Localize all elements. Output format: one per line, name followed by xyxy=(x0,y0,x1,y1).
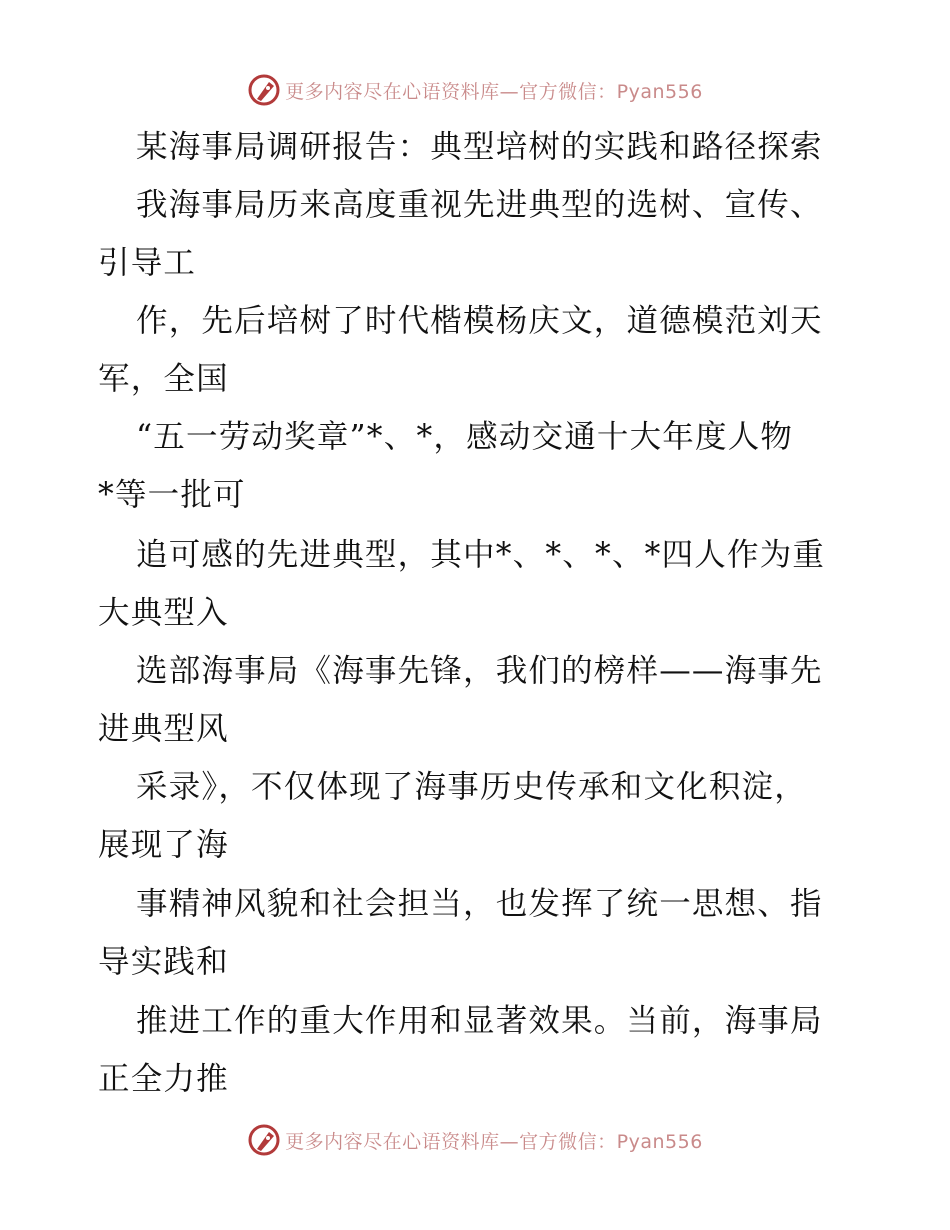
watermark-text: 更多内容尽在心语资料库—官方微信：Pyan556 xyxy=(285,80,703,103)
paragraph-line: 我海事局历来高度重视先进典型的选树、宣传、 xyxy=(136,187,823,223)
paragraph-line: 作，先后培树了时代楷模杨庆文，道德模范刘天 xyxy=(136,303,823,339)
footer-watermark xyxy=(0,1120,950,1160)
paragraph-line: 大典型入 xyxy=(98,595,229,631)
paragraph-line: 军，全国 xyxy=(98,361,229,397)
paragraph-line: 引导工 xyxy=(98,245,197,281)
paragraph-line: 追可感的先进典型，其中*、*、*、*四人作为重 xyxy=(136,537,826,573)
paragraph-line: 推进工作的重大作用和显著效果。当前，海事局 xyxy=(136,1003,823,1039)
paragraph-line: 事精神风貌和社会担当，也发挥了统一思想、指 xyxy=(136,886,823,922)
paragraph-line: 展现了海 xyxy=(98,827,229,863)
paragraph-line: 采录》，不仅体现了海事历史传承和文化积淀， xyxy=(136,769,807,805)
paragraph-line: *等一批可 xyxy=(98,477,246,513)
header-watermark xyxy=(0,70,950,110)
pen-nib-circle-icon xyxy=(247,73,281,107)
paragraph-line: “五一劳动奖章”*、*，感动交通十大年度人物 xyxy=(136,419,794,455)
document-title: 某海事局调研报告：典型培树的实践和路径探索 xyxy=(136,129,823,165)
paragraph-line: 导实践和 xyxy=(98,944,229,980)
pen-nib-circle-icon xyxy=(247,1123,281,1157)
paragraph-line: 正全力推 xyxy=(98,1061,229,1097)
paragraph-line: 选部海事局《海事先锋，我们的榜样——海事先 xyxy=(136,653,823,689)
watermark-text: 更多内容尽在心语资料库—官方微信：Pyan556 xyxy=(285,1130,703,1153)
paragraph-line: 进典型风 xyxy=(98,711,229,747)
